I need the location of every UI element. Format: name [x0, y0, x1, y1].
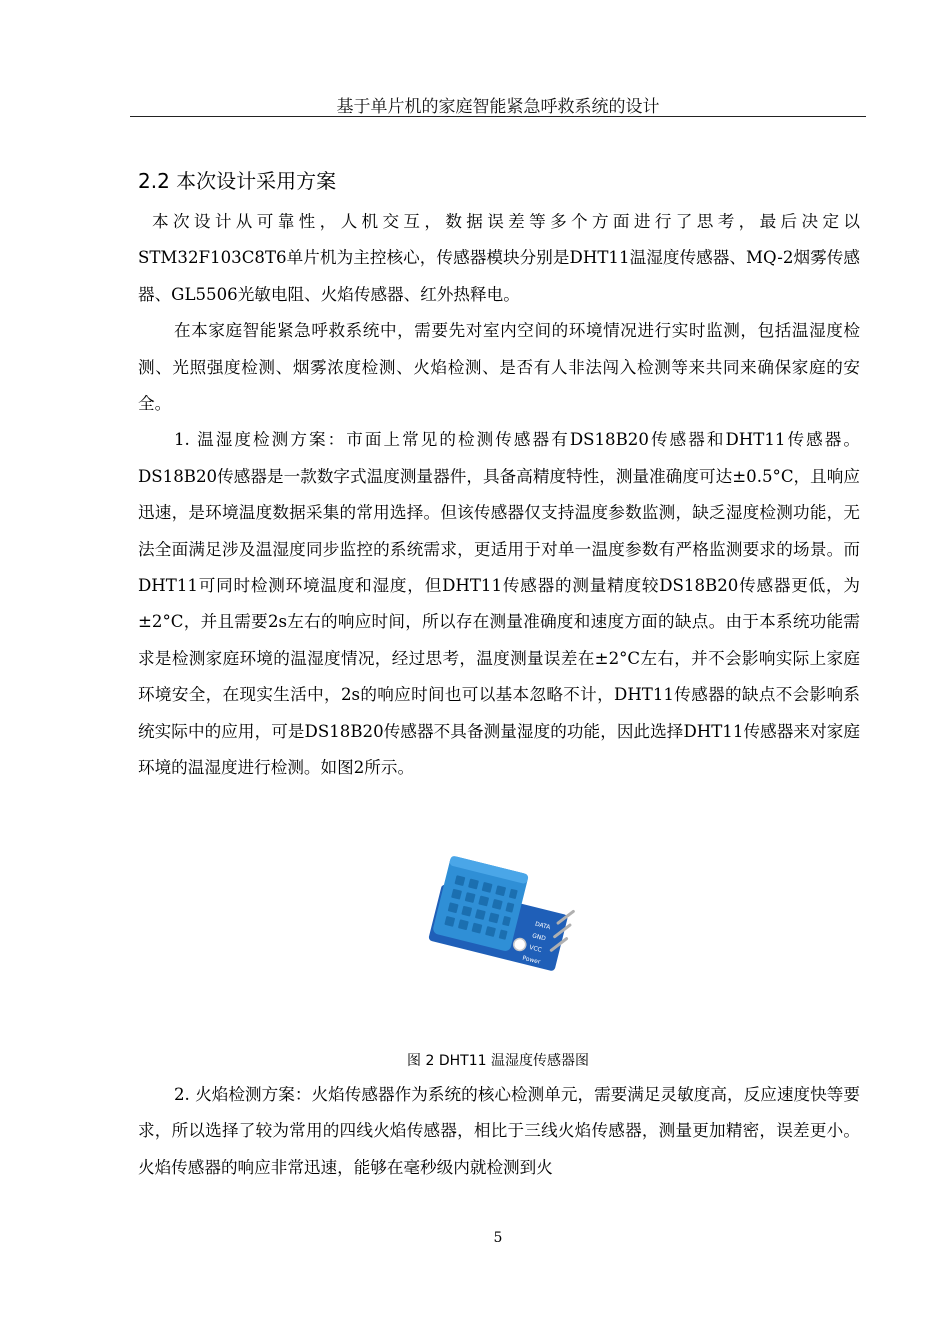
- dht11-sensor-figure: [395, 838, 595, 1008]
- figure-caption: 图 2 DHT11 温湿度传感器图: [407, 1053, 589, 1069]
- board-label-data: DATA: [534, 920, 551, 932]
- paragraph-monitoring: 在本家庭智能紧急呼救系统中，需要先对室内空间的环境情况进行实时监测，包括温湿度检测、光照强度检测、烟雾浓度检测、火焰检测、是否有人非法闯入检测等来共同来确保家庭的安全。: [138, 321, 860, 414]
- body-text: [138, 204, 860, 787]
- board-label-power: Power: [521, 954, 541, 966]
- section-heading: 2.2 本次设计采用方案: [138, 168, 337, 193]
- running-header: 基于单片机的家庭智能紧急呼救系统的设计: [336, 97, 660, 117]
- header-rule: [130, 116, 866, 117]
- page-number: 5: [493, 1230, 503, 1246]
- paragraph-flame: 2. 火焰检测方案：火焰传感器作为系统的核心检测单元，需要满足灵敏度高，反应速度快等要求，所以选择了较为常用的四线火焰传感器，相比于三线火焰传感器，测量更加精密，误差更小。火焰传感器的响应非常迅速，能够在毫秒级内就检测到火: [138, 1085, 860, 1177]
- paragraph-temp-humidity: 1. 温湿度检测方案：市面上常见的检测传感器有DS18B20传感器和DHT11传感器。DS18B20传感器是一款数字式温度测量器件，具备高精度特性，测量准确度可达±0.5°C，且响应迅速，是环境温度数据采集的常用选择。但该传感器仅支持温度参数监测，缺乏湿度检测功能，无法全面满足涉及温湿度同步监控的系统需求，更适用于对单一温度参数有严格监测要求的场景。而DHT11可同时检测环境温度和湿度，但DHT11传感器的测量精度较DS18B20传感器更低，为±2°C，并且需要2s左右的响应时间，所以存在测量准确度和速度方面的缺点。由于本系统功能需求是检测家庭环境的温湿度情况，经过思考，温度测量误差在±2°C左右，并不会影响实际上家庭环境安全，在现实生活中，2s的响应时间也可以基本忽略不计，DHT11传感器的缺点不会影响系统实际中的应用，可是DS18B20传感器不具备测量湿度的功能，因此选择DHT11传感器来对家庭环境的温湿度进行检测。如图2所示。: [138, 430, 860, 778]
- paragraph-intro: 本次设计从可靠性，人机交互，数据误差等多个方面进行了思考，最后决定以STM32F103C8T6单片机为主控核心，传感器模块分别是DHT11温湿度传感器、MQ-2烟雾传感器、GL5506光敏电阻、火焰传感器、红外热释电。: [138, 212, 860, 304]
- dht11-sensor-image: [395, 838, 595, 1008]
- board-label-vcc: VCC: [528, 943, 543, 954]
- board-label-gnd: GND: [531, 932, 547, 943]
- body-text-continued: [138, 1077, 860, 1186]
